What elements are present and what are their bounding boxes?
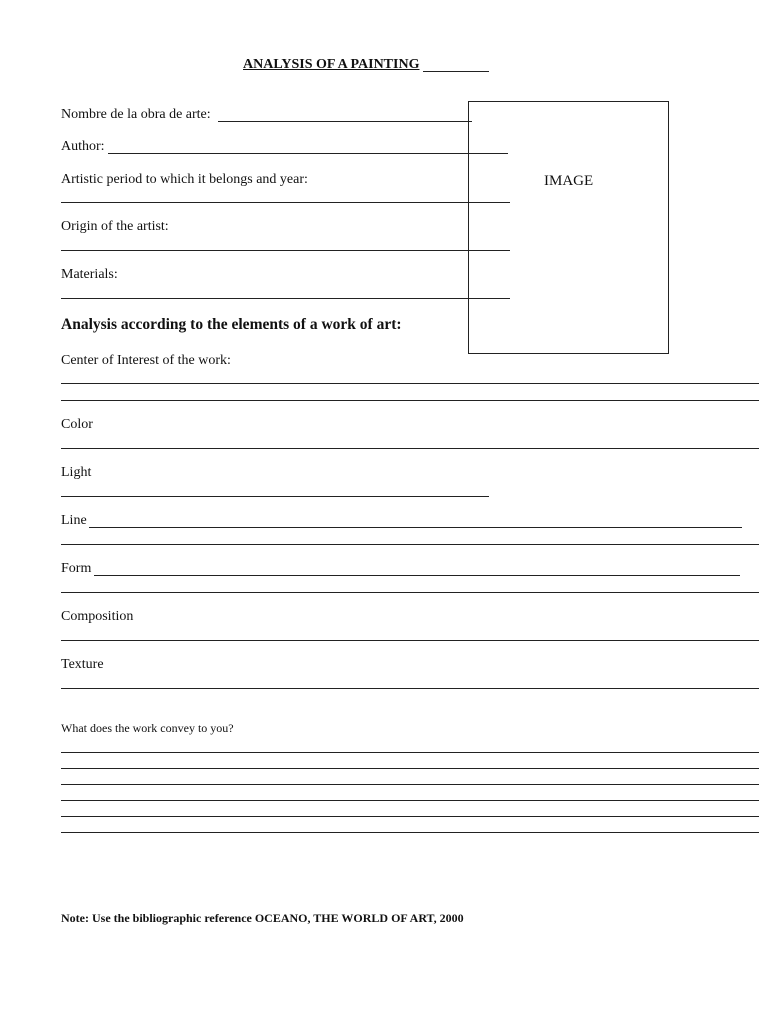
analysis-heading: Analysis according to the elements of a work of art: [61,316,402,333]
artwork-name-label: Nombre de la obra de arte: [61,107,211,122]
author-label: Author: [61,139,105,154]
period-field[interactable] [61,202,510,203]
convey-answer-line-5[interactable] [61,816,759,817]
bibliography-note: Note: Use the bibliographic reference OCEANO, THE WORLD OF ART, 2000 [61,911,464,925]
form-field-1[interactable] [94,575,740,576]
texture-label: Texture [61,657,104,672]
author-field[interactable] [108,153,508,154]
image-placeholder-box [468,101,669,354]
page-title: ANALYSIS OF A PAINTING [243,57,420,72]
center-of-interest-field-2[interactable] [61,400,759,401]
color-field[interactable] [61,448,759,449]
origin-field[interactable] [61,250,510,251]
period-label: Artistic period to which it belongs and year: [61,172,308,187]
center-of-interest-field-1[interactable] [61,383,759,384]
title-underline-blank [423,71,489,72]
convey-answer-line-3[interactable] [61,784,759,785]
line-field-1[interactable] [89,527,742,528]
materials-label: Materials: [61,267,118,282]
texture-field[interactable] [61,688,759,689]
convey-answer-line-2[interactable] [61,768,759,769]
convey-answer-line-1[interactable] [61,752,759,753]
center-of-interest-label: Center of Interest of the work: [61,353,231,368]
light-field[interactable] [61,496,489,497]
line-label: Line [61,513,87,528]
light-label: Light [61,465,92,480]
composition-label: Composition [61,609,134,624]
convey-answer-line-6[interactable] [61,832,759,833]
color-label: Color [61,417,93,432]
line-field-2[interactable] [61,544,759,545]
form-field-2[interactable] [61,592,759,593]
convey-question-label: What does the work convey to you? [61,721,234,735]
image-label: IMAGE [544,173,594,189]
origin-label: Origin of the artist: [61,219,169,234]
composition-field[interactable] [61,640,759,641]
form-label: Form [61,561,92,576]
convey-answer-line-4[interactable] [61,800,759,801]
materials-field[interactable] [61,298,510,299]
artwork-name-field[interactable] [218,121,472,122]
